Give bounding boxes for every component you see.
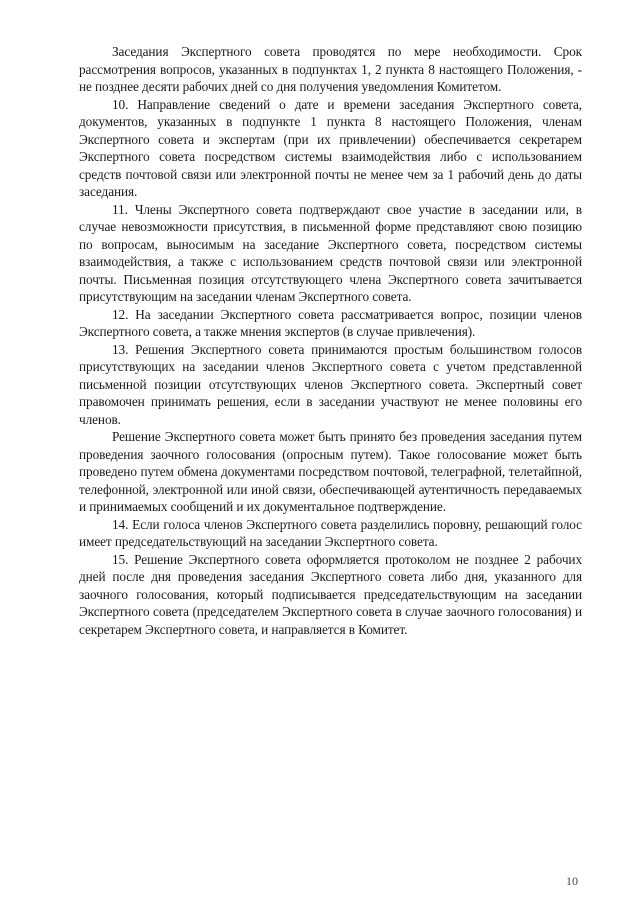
paragraph-15: 15. Решение Экспертного совета оформляется протоколом не позднее 2 рабочих дней после дня проведения заседания Экспертного совета либо дня, указанного для заочного голосования, который подписывается председательствующим на заседании Экспертного совета (председателем Экспертного совета в случае заочного голосования) и секретарем Экспертного совета, и направляется в Комитет.: [79, 551, 582, 637]
page-number: 10: [566, 874, 578, 888]
paragraph-meeting-schedule: Заседания Экспертного совета проводятся по мере необходимости. Срок рассмотрения вопросов, указанных в подпунктах 1, 2 пункта 8 настоящего Положения, - не позднее десяти рабочих дней со дня получения уведомления Комитетом.: [79, 44, 582, 94]
paragraph-absentee-voting: Решение Экспертного совета может быть принято без проведения заседания путем проведения заочного голосования (опросным путем). Такое голосование может быть проведено путем обмена документами посредством почтовой, телеграфной, телетайпной, телефонной, электронной или иной связи, обеспечивающей аутентичность передаваемых и принимаемых сообщений и их документальное подтверждение.: [79, 429, 582, 514]
paragraph-12: 12. На заседании Экспертного совета рассматривается вопрос, позиции членов Экспертного совета, а также мнения экспертов (в случае привлечения).: [79, 306, 582, 339]
paragraph-10: 10. Направление сведений о дате и времени заседания Экспертного совета, документов, указанных в подпункте 1 пункта 8 настоящего Положения, членам Экспертного совета и экспертам (при их привлечении) обеспечивается секретарем Экспертного совета посредством системы взаимодействия либо с использованием средств почтовой связи или электронной почты не менее чем за 1 рабочий день до даты заседания.: [79, 96, 582, 199]
paragraph-11: 11. Члены Экспертного совета подтверждают свое участие в заседании или, в случае невозможности присутствия, в письменной форме представляют свою позицию по вопросам, выносимым на заседание Экспертного совета, посредством системы взаимодействия, а также с использованием средств почтовой связи или электронной почты. Письменная позиция отсутствующего члена Экспертного совета зачитывается присутствующим на заседании членам Экспертного совета.: [79, 201, 582, 304]
paragraph-13: 13. Решения Экспертного совета принимаются простым большинством голосов присутствующих на заседании членов Экспертного совета с учетом представленной письменной позиции отсутствующих членов Экспертного совета. Экспертный совет правомочен принимать решения, если в заседании участвуют не менее половины его членов.: [79, 341, 582, 427]
document-body: [79, 43, 582, 638]
paragraph-14: 14. Если голоса членов Экспертного совета разделились поровну, решающий голос имеет председательствующий на заседании Экспертного совета.: [79, 516, 582, 549]
